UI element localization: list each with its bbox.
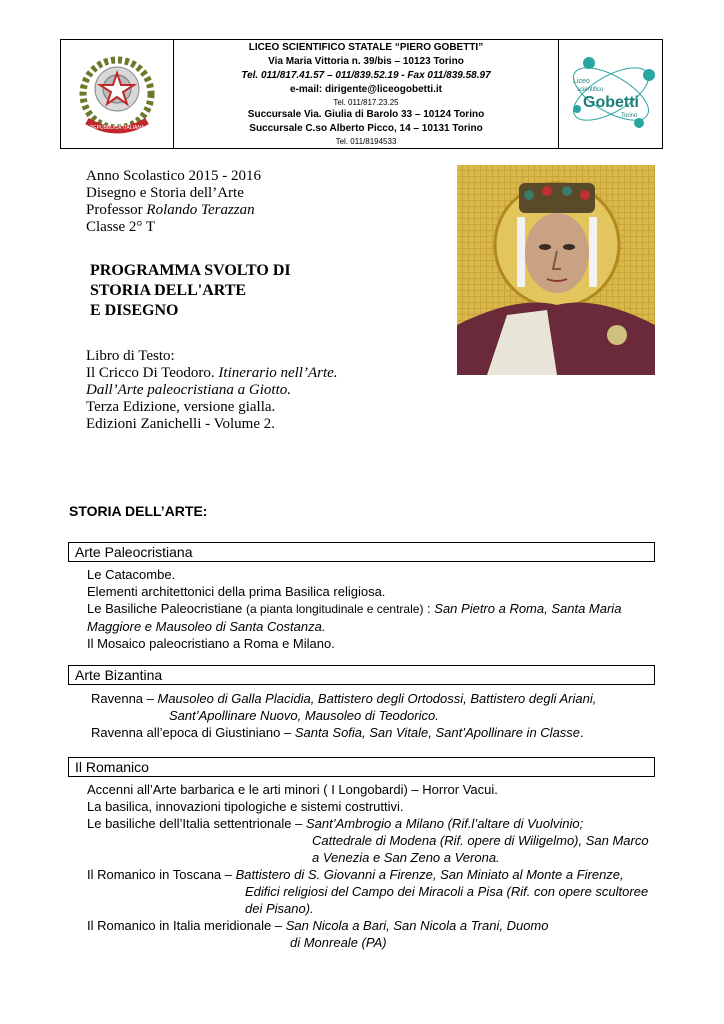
- justinian-mosaic-image: [457, 165, 655, 375]
- textbook-info: Libro di Testo: Il Cricco Di Teodoro. Itinerario nell’Arte. Dall’Arte paleocristiana a Giotto. Terza Edizione, versione gialla. Edizioni Zanichelli - Volume 2.: [86, 348, 338, 432]
- school-year: Anno Scolastico 2015 - 2016: [86, 168, 261, 184]
- branch-1: Succursale Via. Giulia di Barolo 33 – 10124 Torino: [247, 109, 485, 120]
- svg-text:Torino: Torino: [621, 113, 638, 119]
- svg-text:Gobetti: Gobetti: [583, 94, 639, 111]
- class: Classe 2° T: [86, 219, 156, 235]
- school-address: Via Maria Vittoria n. 39/bis – 10123 Torino: [268, 56, 464, 67]
- school-tel-1: Tel. 011/817.23.25: [333, 98, 399, 107]
- school-email: e-mail: dirigente@liceogobetti.it: [290, 84, 442, 95]
- section-body-romanico: Accenni all’Arte barbarica e le arti minori ( I Longobardi) – Horror Vacui. La basilica, innovazioni tipologiche e sistemi costruttivi. Le basiliche dell’Italia settentrionale – Sant’Ambrogio a Milano (Rif.l’altare di Vuolvinio; Cattedrale di Modena (Rif. opere di Wiligelmo), San Marco a Venezia e San Zeno a Verona. Il Romanico in Toscana – Battistero di S. Giovanni a Firenze, San Miniato al Monte a Firenze, Edifici religiosi del Campo dei Miracoli a Pisa (Rif. con opere scultoree dei Pisano). Il Romanico in Italia meridionale – San Nicola a Bari, San Nicola a Trani, Duomo di Monreale (PA): [87, 782, 649, 950]
- section-title-bizantina: Arte Bizantina: [68, 665, 655, 685]
- school-name: LICEO SCIENTIFICO STATALE “PIERO GOBETTI”: [248, 42, 484, 53]
- svg-text:REPUBBLICA ITALIANA: REPUBBLICA ITALIANA: [89, 125, 145, 131]
- school-phone-fax: Tel. 011/817.41.57 – 011/839.52.19 - Fax 011/839.58.97: [241, 70, 491, 81]
- svg-text:Liceo: Liceo: [573, 78, 590, 85]
- republic-emblem-logo: [60, 39, 174, 149]
- section-title-paleocristiana: Arte Paleocristiana: [68, 542, 655, 562]
- section-body-paleocristiana: Le Catacombe. Elementi architettonici della prima Basilica religiosa. Le Basiliche Paleocristiane (a pianta longitudinale e centrale) : San Pietro a Roma, Santa Maria Maggiore e Mausoleo di Santa Costanza. Il Mosaico paleocristiano a Roma e Milano.: [87, 567, 622, 651]
- school-tel-2: Tel. 011/8194533: [335, 137, 397, 146]
- section-heading: STORIA DELL’ARTE:: [69, 503, 208, 519]
- branch-2: Succursale C.so Alberto Picco, 14 – 10131 Torino: [249, 123, 483, 134]
- course-info: [86, 168, 261, 236]
- gobetti-logo: [558, 39, 663, 149]
- professor: Professor Rolando Terazzan: [86, 202, 255, 218]
- subject: Disegno e Storia dell’Arte: [86, 185, 244, 201]
- section-title-romanico: Il Romanico: [68, 757, 655, 777]
- section-body-bizantina: Ravenna – Mausoleo di Galla Placidia, Battistero degli Ortodossi, Battistero degli Ariani, Sant’Apollinare Nuovo, Mausoleo di Teodorico. Ravenna all’epoca di Giustiniano – Santa Sofia, San Vitale, Sant’Apollinare in Classe.: [91, 691, 597, 740]
- page-title: PROGRAMMA SVOLTO DI STORIA DELL'ARTE E DISEGNO: [90, 262, 291, 319]
- letterhead-text: [174, 41, 558, 147]
- svg-text:scientifico: scientifico: [577, 87, 604, 93]
